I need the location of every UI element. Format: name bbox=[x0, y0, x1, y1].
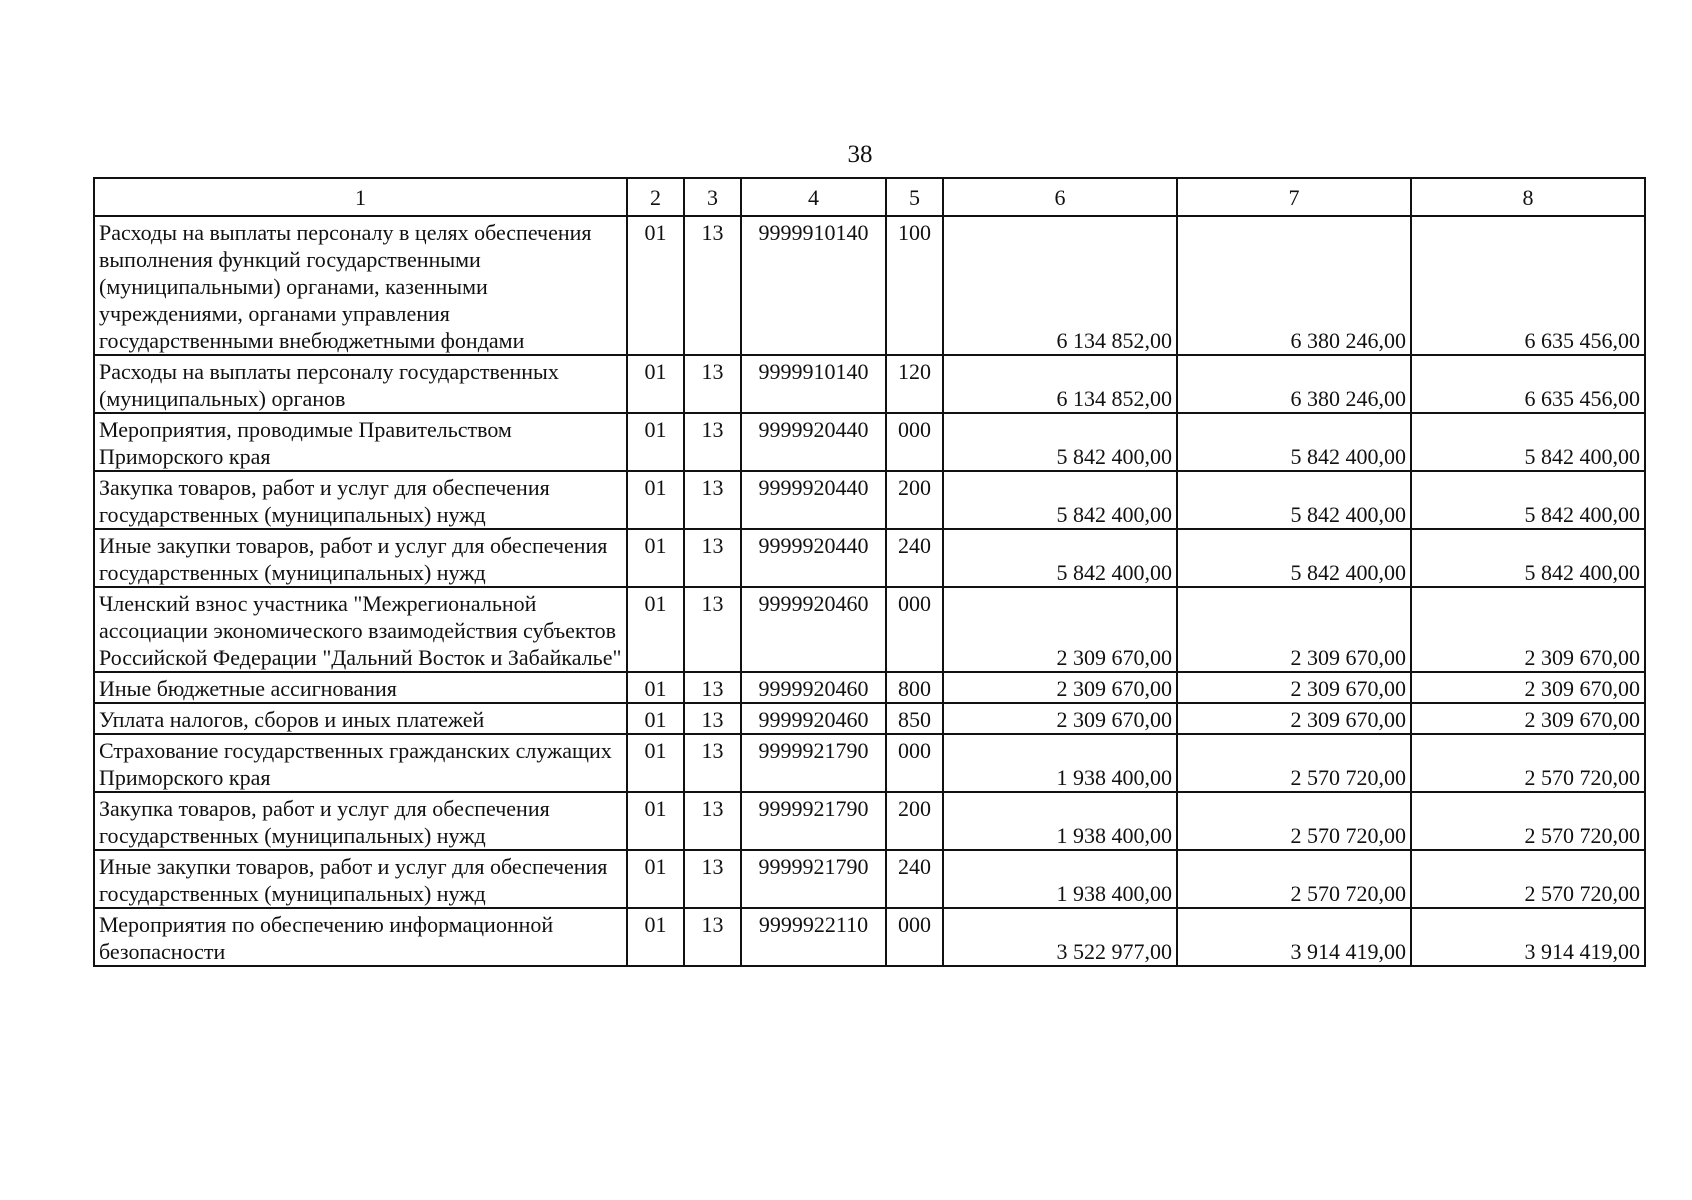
amount-year-1: 5 842 400,00 bbox=[943, 471, 1177, 529]
table-row bbox=[94, 529, 1645, 587]
expense-type-code: 200 bbox=[886, 792, 943, 850]
column-header-8: 8 bbox=[1411, 178, 1645, 216]
amount-year-1: 6 134 852,00 bbox=[943, 355, 1177, 413]
amount-year-2: 5 842 400,00 bbox=[1177, 413, 1411, 471]
amount-year-1: 1 938 400,00 bbox=[943, 850, 1177, 908]
budget-table bbox=[93, 177, 1646, 967]
target-article-code: 9999921790 bbox=[741, 734, 886, 792]
amount-year-2: 2 570 720,00 bbox=[1177, 792, 1411, 850]
amount-year-2: 6 380 246,00 bbox=[1177, 216, 1411, 355]
section-code: 01 bbox=[627, 355, 684, 413]
expense-name: Страхование государственных гражданских служащих Приморского края bbox=[94, 734, 627, 792]
subsection-code: 13 bbox=[684, 850, 741, 908]
amount-year-3: 3 914 419,00 bbox=[1411, 908, 1645, 966]
table-row bbox=[94, 355, 1645, 413]
amount-year-2: 6 380 246,00 bbox=[1177, 355, 1411, 413]
amount-year-2: 5 842 400,00 bbox=[1177, 471, 1411, 529]
section-code: 01 bbox=[627, 850, 684, 908]
amount-year-1: 3 522 977,00 bbox=[943, 908, 1177, 966]
column-header-5: 5 bbox=[886, 178, 943, 216]
expense-name: Иные закупки товаров, работ и услуг для обеспечения государственных (муниципальных) нужд bbox=[94, 850, 627, 908]
target-article-code: 9999920440 bbox=[741, 471, 886, 529]
expense-name: Расходы на выплаты персоналу государственных (муниципальных) органов bbox=[94, 355, 627, 413]
subsection-code: 13 bbox=[684, 672, 741, 703]
subsection-code: 13 bbox=[684, 216, 741, 355]
table-row bbox=[94, 734, 1645, 792]
amount-year-1: 1 938 400,00 bbox=[943, 734, 1177, 792]
amount-year-1: 6 134 852,00 bbox=[943, 216, 1177, 355]
section-code: 01 bbox=[627, 908, 684, 966]
section-code: 01 bbox=[627, 216, 684, 355]
column-header-4: 4 bbox=[741, 178, 886, 216]
amount-year-2: 2 309 670,00 bbox=[1177, 587, 1411, 672]
amount-year-2: 2 309 670,00 bbox=[1177, 672, 1411, 703]
amount-year-3: 5 842 400,00 bbox=[1411, 529, 1645, 587]
expense-name: Мероприятия, проводимые Правительством Приморского края bbox=[94, 413, 627, 471]
amount-year-2: 2 570 720,00 bbox=[1177, 850, 1411, 908]
target-article-code: 9999921790 bbox=[741, 850, 886, 908]
expense-type-code: 000 bbox=[886, 734, 943, 792]
amount-year-2: 2 309 670,00 bbox=[1177, 703, 1411, 734]
target-article-code: 9999920440 bbox=[741, 413, 886, 471]
expense-type-code: 000 bbox=[886, 587, 943, 672]
subsection-code: 13 bbox=[684, 413, 741, 471]
amount-year-3: 6 635 456,00 bbox=[1411, 216, 1645, 355]
section-code: 01 bbox=[627, 587, 684, 672]
section-code: 01 bbox=[627, 529, 684, 587]
table-row bbox=[94, 672, 1645, 703]
target-article-code: 9999910140 bbox=[741, 216, 886, 355]
subsection-code: 13 bbox=[684, 908, 741, 966]
table-row bbox=[94, 908, 1645, 966]
expense-type-code: 240 bbox=[886, 529, 943, 587]
section-code: 01 bbox=[627, 672, 684, 703]
table-row bbox=[94, 413, 1645, 471]
column-header-6: 6 bbox=[943, 178, 1177, 216]
column-header-7: 7 bbox=[1177, 178, 1411, 216]
target-article-code: 9999920460 bbox=[741, 703, 886, 734]
amount-year-1: 2 309 670,00 bbox=[943, 703, 1177, 734]
expense-type-code: 000 bbox=[886, 413, 943, 471]
target-article-code: 9999920440 bbox=[741, 529, 886, 587]
target-article-code: 9999920460 bbox=[741, 587, 886, 672]
expense-type-code: 800 bbox=[886, 672, 943, 703]
subsection-code: 13 bbox=[684, 792, 741, 850]
amount-year-3: 5 842 400,00 bbox=[1411, 413, 1645, 471]
table-row bbox=[94, 216, 1645, 355]
amount-year-2: 5 842 400,00 bbox=[1177, 529, 1411, 587]
table-row bbox=[94, 471, 1645, 529]
amount-year-3: 5 842 400,00 bbox=[1411, 471, 1645, 529]
subsection-code: 13 bbox=[684, 355, 741, 413]
amount-year-3: 2 570 720,00 bbox=[1411, 734, 1645, 792]
amount-year-1: 5 842 400,00 bbox=[943, 413, 1177, 471]
column-header-3: 3 bbox=[684, 178, 741, 216]
expense-name: Закупка товаров, работ и услуг для обеспечения государственных (муниципальных) нужд bbox=[94, 792, 627, 850]
subsection-code: 13 bbox=[684, 703, 741, 734]
target-article-code: 9999922110 bbox=[741, 908, 886, 966]
table-row bbox=[94, 792, 1645, 850]
amount-year-3: 2 309 670,00 bbox=[1411, 587, 1645, 672]
target-article-code: 9999921790 bbox=[741, 792, 886, 850]
expense-type-code: 120 bbox=[886, 355, 943, 413]
expense-name: Иные закупки товаров, работ и услуг для обеспечения государственных (муниципальных) нужд bbox=[94, 529, 627, 587]
amount-year-1: 5 842 400,00 bbox=[943, 529, 1177, 587]
header-row bbox=[94, 178, 1645, 216]
amount-year-3: 2 309 670,00 bbox=[1411, 672, 1645, 703]
section-code: 01 bbox=[627, 703, 684, 734]
table-row bbox=[94, 850, 1645, 908]
amount-year-2: 2 570 720,00 bbox=[1177, 734, 1411, 792]
table-row bbox=[94, 703, 1645, 734]
expense-name: Иные бюджетные ассигнования bbox=[94, 672, 627, 703]
section-code: 01 bbox=[627, 413, 684, 471]
expense-type-code: 850 bbox=[886, 703, 943, 734]
column-header-2: 2 bbox=[627, 178, 684, 216]
section-code: 01 bbox=[627, 792, 684, 850]
column-header-1: 1 bbox=[94, 178, 627, 216]
amount-year-3: 2 309 670,00 bbox=[1411, 703, 1645, 734]
expense-type-code: 200 bbox=[886, 471, 943, 529]
expense-type-code: 240 bbox=[886, 850, 943, 908]
section-code: 01 bbox=[627, 734, 684, 792]
amount-year-1: 2 309 670,00 bbox=[943, 672, 1177, 703]
page-number: 38 bbox=[847, 141, 873, 168]
expense-name: Расходы на выплаты персоналу в целях обеспечения выполнения функций государственными (муниципальными) органами, казенными учреждениями, органами управления государственными внебюджетными фондами bbox=[94, 216, 627, 355]
subsection-code: 13 bbox=[684, 471, 741, 529]
target-article-code: 9999910140 bbox=[741, 355, 886, 413]
subsection-code: 13 bbox=[684, 529, 741, 587]
subsection-code: 13 bbox=[684, 734, 741, 792]
subsection-code: 13 bbox=[684, 587, 741, 672]
expense-name: Уплата налогов, сборов и иных платежей bbox=[94, 703, 627, 734]
target-article-code: 9999920460 bbox=[741, 672, 886, 703]
expense-type-code: 100 bbox=[886, 216, 943, 355]
amount-year-1: 1 938 400,00 bbox=[943, 792, 1177, 850]
expense-name: Мероприятия по обеспечению информационной безопасности bbox=[94, 908, 627, 966]
section-code: 01 bbox=[627, 471, 684, 529]
amount-year-3: 6 635 456,00 bbox=[1411, 355, 1645, 413]
amount-year-1: 2 309 670,00 bbox=[943, 587, 1177, 672]
expense-name: Закупка товаров, работ и услуг для обеспечения государственных (муниципальных) нужд bbox=[94, 471, 627, 529]
amount-year-3: 2 570 720,00 bbox=[1411, 792, 1645, 850]
expense-type-code: 000 bbox=[886, 908, 943, 966]
amount-year-2: 3 914 419,00 bbox=[1177, 908, 1411, 966]
table-row bbox=[94, 587, 1645, 672]
amount-year-3: 2 570 720,00 bbox=[1411, 850, 1645, 908]
expense-name: Членский взнос участника "Межрегиональной ассоциации экономического взаимодействия субъектов Российской Федерации "Дальний Восток и Забайкалье" bbox=[94, 587, 627, 672]
